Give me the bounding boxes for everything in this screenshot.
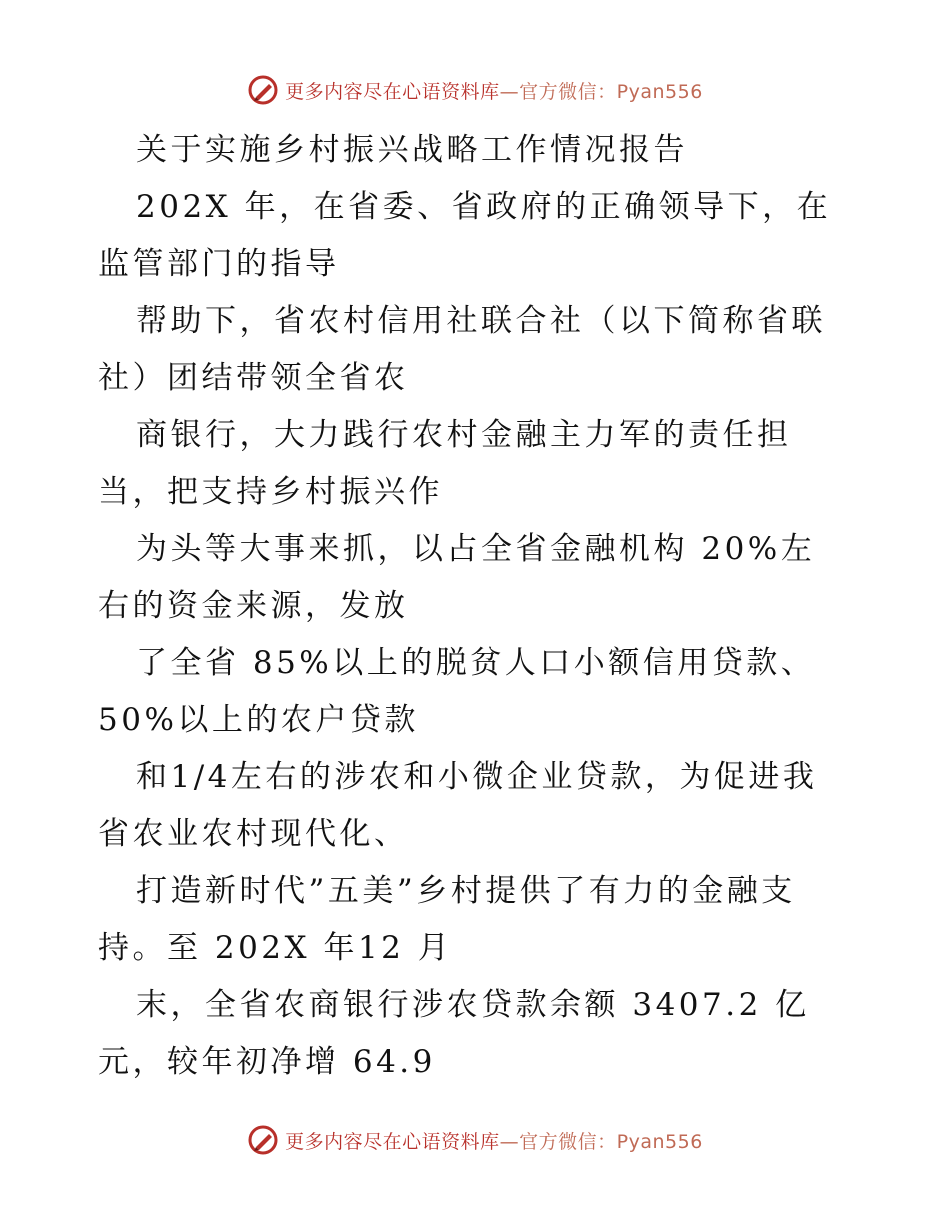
watermark-main: 更多内容尽在心语资料库 xyxy=(285,80,500,103)
footer-watermark xyxy=(0,1120,950,1160)
header-watermark xyxy=(0,70,950,110)
document-body xyxy=(98,122,838,1091)
pen-logo-icon xyxy=(247,1124,279,1156)
document-title: 关于实施乡村振兴战略工作情况报告 xyxy=(136,132,688,168)
paragraph: 帮助下，省农村信用社联合社（以下简称省联社）团结带领全省农 xyxy=(98,303,826,396)
paragraph: 打造新时代”五美”乡村提供了有力的金融支持。至 202X 年12 月 xyxy=(98,873,796,966)
pen-logo-icon xyxy=(247,74,279,106)
watermark-dash: — xyxy=(499,1130,520,1153)
watermark-suffix: 官方微信：Pyan556 xyxy=(519,1130,703,1153)
paragraph: 202X 年，在省委、省政府的正确领导下，在监管部门的指导 xyxy=(98,189,832,282)
paragraph: 和1/4左右的涉农和小微企业贷款，为促进我省农业农村现代化、 xyxy=(98,759,818,852)
paragraph: 了全省 85%以上的脱贫人口小额信用贷款、50%以上的农户贷款 xyxy=(98,645,816,738)
watermark-main: 更多内容尽在心语资料库 xyxy=(285,1130,500,1153)
paragraph: 商银行，大力践行农村金融主力军的责任担当，把支持乡村振兴作 xyxy=(98,417,792,510)
paragraph: 为头等大事来抓，以占全省金融机构 20%左右的资金来源，发放 xyxy=(98,531,816,624)
watermark-text xyxy=(285,77,703,104)
paragraph: 末，全省农商银行涉农贷款余额 3407.2 亿元，较年初净增 64.9 xyxy=(98,987,810,1080)
watermark-text xyxy=(285,1127,703,1154)
watermark-dash: — xyxy=(499,80,520,103)
watermark-suffix: 官方微信：Pyan556 xyxy=(519,80,703,103)
